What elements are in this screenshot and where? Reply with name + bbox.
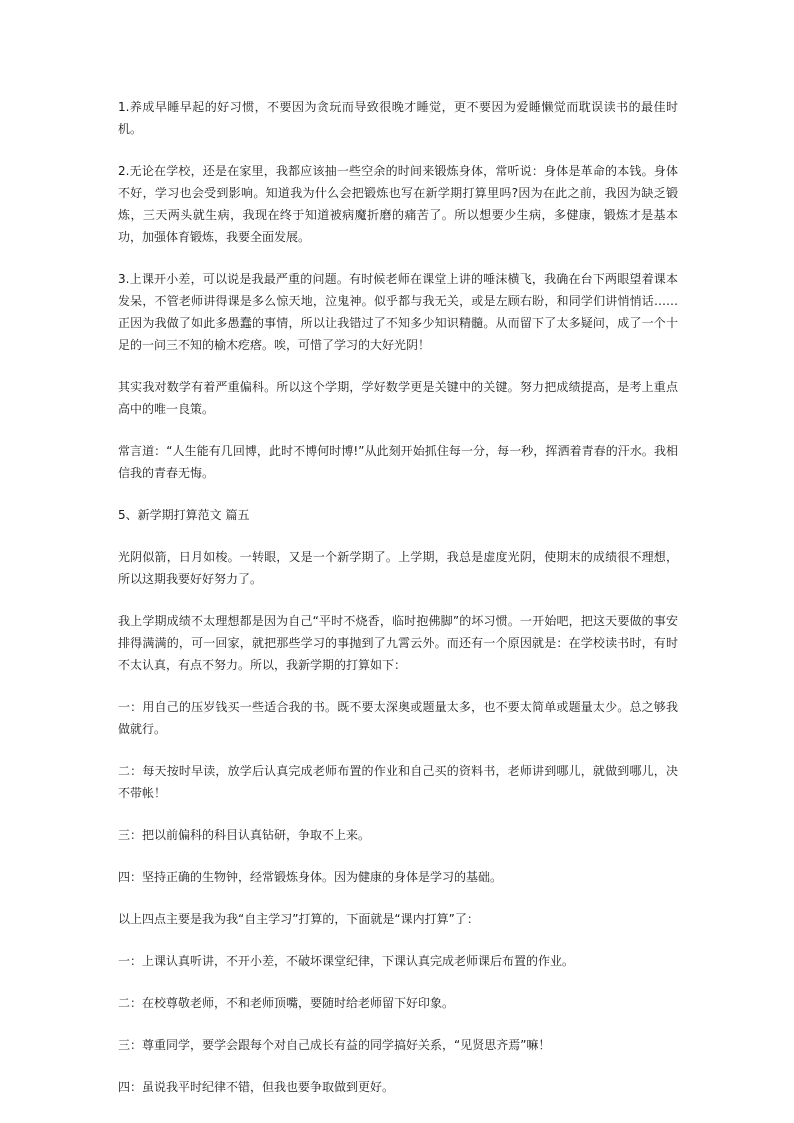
paragraph-habit-sleep: 1.养成早睡早起的好习惯，不要因为贪玩而导致很晚才睡觉，更不要因为爱睡懒觉而耽误读书的最佳时机。: [118, 100, 678, 136]
section-paragraph-plan-2: 二：每天按时早读，放学后认真完成老师布置的作业和自己买的资料书，老师讲到哪儿，就做到哪儿，决不带帐！: [118, 764, 678, 800]
paragraph-exercise: 2.无论在学校，还是在家里，我都应该抽一些空余的时间来锻炼身体，常听说：身体是革命的本钱。身体不好，学习也会受到影响。知道我为什么会把锻炼也写在新学期打算里吗?因为在此之前，我因为缺乏锻炼，三天两头就生病，我现在终于知道被病魔折磨的痛苦了。所以想要少生病，多健康，锻炼才是基本功，加强体育锻炼，我要全面发展。: [118, 164, 678, 244]
section-paragraph-class-4: 四：虽说我平时纪律不错，但我也要争取做到更好。: [118, 1080, 395, 1094]
section-paragraph-class-3: 三：尊重同学，要学会跟每个对自己成长有益的同学搞好关系，“见贤思齐焉”嘛！: [118, 1038, 551, 1052]
section-paragraph-reason: 我上学期成绩不太理想都是因为自己“平时不烧香，临时抱佛脚”的坏习惯。一开始吧，把这天要做的事安排得满满的，可一回家，就把那些学习的事抛到了九霄云外。而还有一个原因就是：在学校读书时，有时不太认真，有点不努力。所以，我新学期的打算如下：: [118, 614, 678, 672]
section-paragraph-intro: 光阴似箭，日月如梭。一转眼，又是一个新学期了。上学期，我总是虚度光阴，使期末的成绩很不理想，所以这期我要好好努力了。: [118, 550, 678, 586]
paragraph-math: 其实我对数学有着严重偏科。所以这个学期，学好数学更是关键中的关键。努力把成绩提高，是考上重点高中的唯一良策。: [118, 380, 678, 416]
paragraph-saying: 常言道：“人生能有几回博，此时不博何时博!”从此刻开始抓住每一分，每一秒，挥洒着青春的汗水。我相信我的青春无悔。: [118, 444, 678, 480]
section-heading: 5、新学期打算范文 篇五: [118, 508, 250, 522]
section-paragraph-plan-1: 一：用自己的压岁钱买一些适合我的书。既不要太深奥或题量太多，也不要太简单或题量太少。总之够我做就行。: [118, 700, 678, 736]
section-paragraph-class-2: 二：在校尊敬老师，不和老师顶嘴，要随时给老师留下好印象。: [118, 996, 455, 1010]
section-paragraph-plan-3: 三：把以前偏科的科目认真钻研，争取不上来。: [118, 828, 371, 842]
paragraph-attention: 3.上课开小差，可以说是我最严重的问题。有时候老师在课堂上讲的唾沫横飞，我确在台下两眼望着课本发呆，不管老师讲得课是多么惊天地，泣鬼神。似乎都与我无关，或是左顾右盼，和同学们讲悄悄话……正因为我做了如此多愚蠢的事情，所以让我错过了不知多少知识精髓。从而留下了太多疑问，成了一个十足的一问三不知的榆木疙瘩。唉，可惜了学习的大好光阴！: [118, 272, 678, 352]
document-body: [118, 96, 678, 1118]
section-paragraph-class-1: 一：上课认真听讲，不开小差，不破坏课堂纪律，下课认真完成老师课后布置的作业。: [118, 954, 575, 968]
section-paragraph-transition: 以上四点主要是我为我“自主学习”打算的，下面就是“课内打算”了：: [118, 912, 479, 926]
section-paragraph-plan-4: 四：坚持正确的生物钟，经常锻炼身体。因为健康的身体是学习的基础。: [118, 870, 503, 884]
